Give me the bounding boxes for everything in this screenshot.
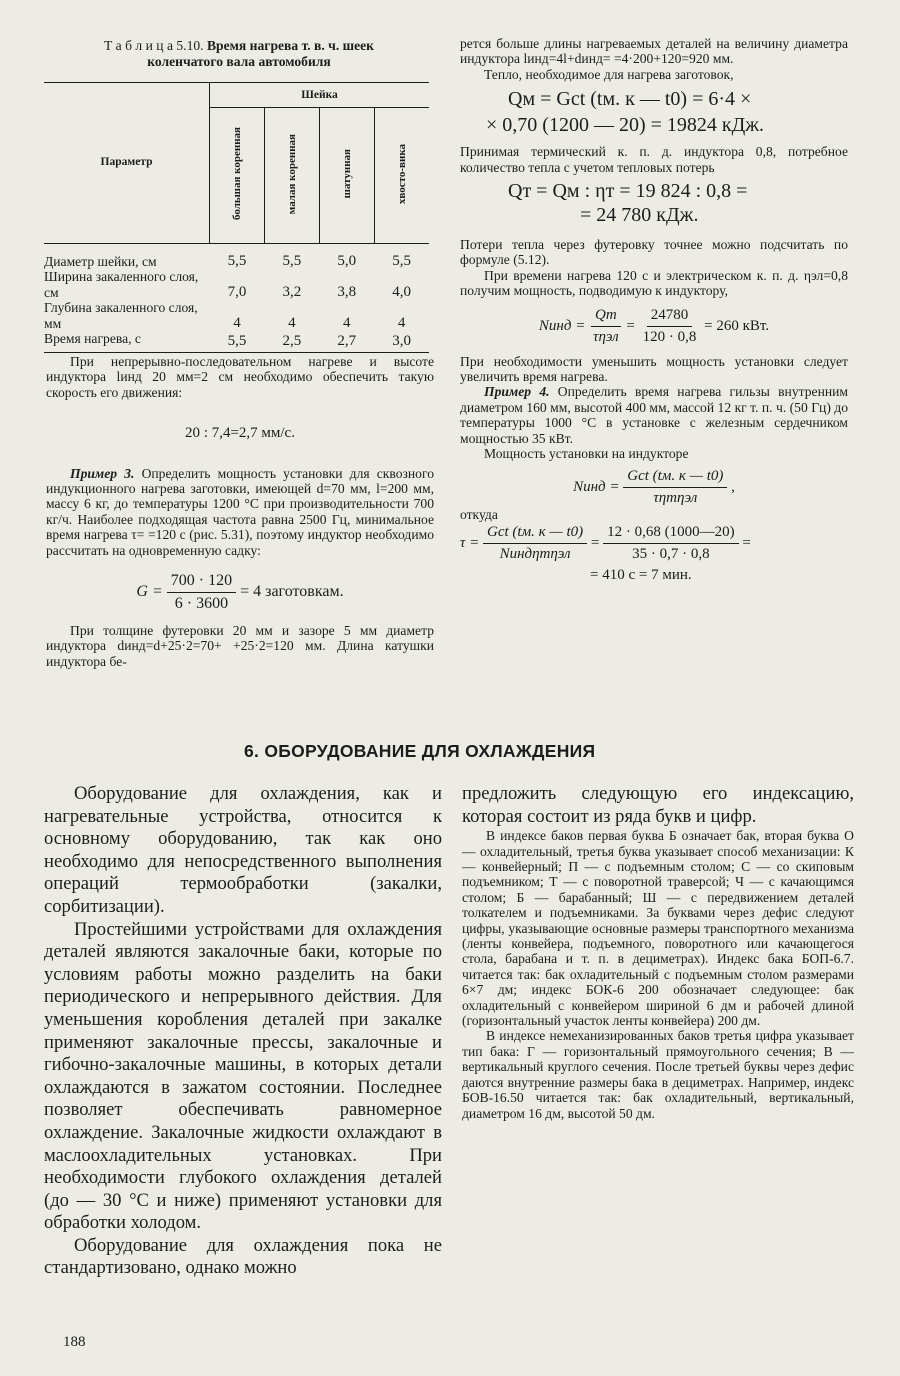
example-text: Определить время нагрева гильзы внутренним диаметром 160 мм, высотой 400 мм, массой 12 кг т. п. ч. (50 Гц) до температуры 1000 °С в установке с железным сердечником мощностью 35 кВт. <box>460 384 848 446</box>
heating-time-table <box>44 82 429 353</box>
cell: 5,5 <box>227 253 247 269</box>
eq-lhs: Nинд = <box>538 317 586 334</box>
cell: 4 <box>342 314 351 331</box>
paragraph: Простейшими устройствами для охлаждения деталей являются закалочные баки, которые по условиям работы можно разделить на баки периодического и непрерывного действия. Для уменьшения коробления деталей при закалке применяют закалочные прессы, закалочные и гибочно-закалочные машины, в которых детали охлаждаются в зажатом состоянии. Последнее позволяет обеспечивать равномерное охлаждение. Закалочные жидкости охлаждают в маслоохладительных установках. При необходимости глубокого охлаждения деталей (до — 30 °С и ниже) применяют установки для обработки холодом. <box>44 918 442 1234</box>
cell: 2,5 <box>282 333 302 350</box>
table-row <box>44 331 429 353</box>
page-number: 188 <box>63 1334 86 1350</box>
equation: 20 : 7,4=2,7 мм/с. <box>185 425 295 442</box>
right-column-top <box>460 36 848 584</box>
cell: 5,5 <box>227 333 247 350</box>
fraction <box>639 307 701 346</box>
eq-rhs: = 4 заготовкам. <box>240 583 344 601</box>
paragraph: В индексе немеханизированных баков третья цифра указывает тип бака: Г — горизонтальный прямоугольного сечения; В — вертикальный круглого сечения. После третьей буквы через дефис даются внутренние размеры бака в дециметрах. Например, индекс БОВ-16.50 читается так: бак охладительный, вертикальный, диаметром 16 дм, высотой 50 дм. <box>462 1028 854 1121</box>
numerator: Gct (tм. к — t0) <box>483 524 587 544</box>
eq-line: Qм = Gct (tм. к — t0) = 6·4 × <box>508 88 752 111</box>
paragraph: Оборудование для охлаждения пока не стандартизовано, однако можно <box>44 1234 442 1279</box>
paragraph: предложить следующую его индексацию, которая состоит из ряда букв и цифр. <box>462 783 854 827</box>
example-label: Пример 4. <box>484 384 550 400</box>
row-param: Глубина закаленного слоя, мм <box>44 300 198 331</box>
paragraph: Принимая термический к. п. д. индуктора 0,8, потребное количество тепла с учетом тепловых потерь <box>460 144 848 175</box>
eq-rhs: , <box>731 478 735 495</box>
cell: 4 <box>233 314 241 331</box>
eq-line: × 0,70 (1200 — 20) = 19824 кДж. <box>486 114 765 137</box>
paragraph: В индексе баков первая буква Б означает бак, вторая буква О — охладительный, третья буква указывает способ механизации: К — конвейерный; П — с подъемным столом; С — со скиповым подъемником; Т — с поворотной траверсой; Ч — с качающимся столом; Б — барабанный; Ш — с передвижением деталей толкателем и подъемниками. За буквами через дефис следуют цифры, указывающие основные размеры транспортного механизма (ленты конвейера, подъемного, поворотного или качающегося стола, барабана и т. п. в дециметрах). Индекс бака БОП-6.7. читается так: бак охладительный с подъемным столом размерами 6×7 дм; индекс БОК-6 200 обозначает следующее: бак охладительный с конвейером шириной 6 дм и рабочей длиной (горизонтальный участок ленты конвейера) 200 дм. <box>462 828 854 1029</box>
equation-n <box>460 307 848 346</box>
table-caption-prefix: Т а б л и ц а 5.10. <box>103 38 204 53</box>
cell: 4 <box>397 314 406 331</box>
fraction <box>603 524 739 563</box>
eq-lhs: G = <box>136 583 163 601</box>
cell: 3,2 <box>282 283 302 300</box>
table-row <box>44 254 429 269</box>
numerator: 24780 <box>647 307 693 327</box>
left-column-bottom <box>44 783 442 1280</box>
fraction <box>483 524 587 563</box>
denominator: 35 · 0,7 · 0,8 <box>632 545 710 562</box>
sub-header: малая коренная <box>264 108 319 244</box>
eq-sign: = <box>590 534 600 551</box>
equation-g <box>46 572 434 613</box>
table-row <box>44 300 429 331</box>
example-4 <box>460 384 848 446</box>
denominator: τηтηэл <box>653 489 698 506</box>
eq-sign: = <box>626 317 635 334</box>
paragraph: При непрерывно-последовательном нагреве и высоте индуктора lинд 20 мм=2 см необходимо обеспечить такую скорость его движения: <box>46 354 434 400</box>
denominator: 120 · 0,8 <box>642 328 697 345</box>
denominator: 6 · 3600 <box>174 595 229 613</box>
cell: 7,0 <box>227 283 247 300</box>
paragraph: При толщине футеровки 20 мм и зазоре 5 мм диаметр индуктора dинд=d+25·2=70+ +25·2=120 мм. Длина катушки индуктора бе- <box>46 623 434 669</box>
param-header: Параметр <box>44 83 210 244</box>
equation-qm <box>460 86 848 138</box>
equation-tau <box>460 524 848 563</box>
fraction <box>167 572 236 613</box>
eq-lhs: τ = <box>460 534 480 551</box>
row-param: Ширина закаленного слоя, см <box>44 269 199 300</box>
numerator: 12 · 0,68 (1000—20) <box>603 524 739 544</box>
example-text: Определить мощность установки для сквозного индукционного нагрева заготовки, имеющей d=70 мм, l=200 мм, массу 6 кг, до температуры 1200 °С при производительности 700 кг/ч. Наиболее подходящая частота равна 2500 Гц, минимальное время нагрева τ= =120 с (рис. 5.31), поэтому индуктор необходимо рассчитать на одновременную садку: <box>46 465 434 558</box>
paragraph: Мощность установки на индукторе <box>484 446 689 462</box>
cell: 3,0 <box>392 333 411 350</box>
sub-header: хвосто-вика <box>374 108 429 244</box>
row-param: Диаметр шейки, см <box>44 254 157 269</box>
sub-header: шатунная <box>319 108 374 244</box>
paragraph: При необходимости уменьшить мощность установки следует увеличить время нагрева. <box>460 353 848 385</box>
cell: 5,5 <box>392 253 411 269</box>
cell: 3,8 <box>337 283 357 300</box>
sub-header: большая коренная <box>210 108 265 244</box>
paragraph: Потери тепла через футеровку точнее можно подсчитать по формуле (5.12). <box>460 237 848 268</box>
paragraph: рется больше длины нагреваемых деталей на величину диаметра индуктора lинд=4l+dинд= =4·200+120=920 мм. <box>460 36 848 67</box>
right-column-bottom <box>462 783 854 1121</box>
eq-line: = 410 с = 7 мин. <box>590 566 692 583</box>
example-label: Пример 3. <box>70 465 135 481</box>
eq-rhs: = <box>742 534 751 551</box>
example-3 <box>46 466 434 558</box>
numerator: Gct (tм. к — t0) <box>623 468 727 488</box>
paragraph: При времени нагрева 120 с и электрическом к. п. д. ηэл=0,8 получим мощность, подводимую к индуктору, <box>460 267 848 299</box>
left-column-top <box>46 354 434 669</box>
fraction <box>623 468 727 507</box>
table-row <box>44 269 429 300</box>
table-block <box>44 38 434 353</box>
cell: 4 <box>288 314 296 331</box>
group-header: Шейка <box>210 83 430 108</box>
table-caption-title: Время нагрева т. в. ч. шеек коленчатого вала автомобиля <box>147 38 375 69</box>
cell: 4,0 <box>392 283 411 300</box>
table-caption <box>44 38 434 70</box>
eq-lhs: Nинд = <box>573 478 620 495</box>
numerator: 700 · 120 <box>167 572 236 593</box>
fraction <box>589 307 623 346</box>
denominator: τηэл <box>593 328 619 345</box>
paragraph: Тепло, необходимое для нагрева заготовок, <box>484 66 734 82</box>
equation-p <box>460 468 848 507</box>
eq-rhs: = 260 кВт. <box>704 317 770 334</box>
section-title: 6. ОБОРУДОВАНИЕ ДЛЯ ОХЛАЖДЕНИЯ <box>244 741 596 761</box>
cell: 2,7 <box>337 333 357 350</box>
otkuda: откуда <box>460 506 498 522</box>
cell: 5,5 <box>282 253 302 269</box>
paragraph: Оборудование для охлаждения, как и нагревательные устройства, относится к основному оборудованию, так как оно необходимо для непосредственного выполнения операций термообработки (закалки, сорбитизации). <box>44 783 442 917</box>
eq-line: = 24 780 кДж. <box>580 204 699 227</box>
cell: 5,0 <box>337 253 357 269</box>
denominator: Nиндηтηэл <box>499 545 571 562</box>
equation-qt <box>460 179 848 227</box>
eq-line: Qт = Qм : ηт = 19 824 : 0,8 = <box>508 180 748 203</box>
row-param: Время нагрева, с <box>44 331 141 347</box>
numerator: Qт <box>591 307 621 327</box>
